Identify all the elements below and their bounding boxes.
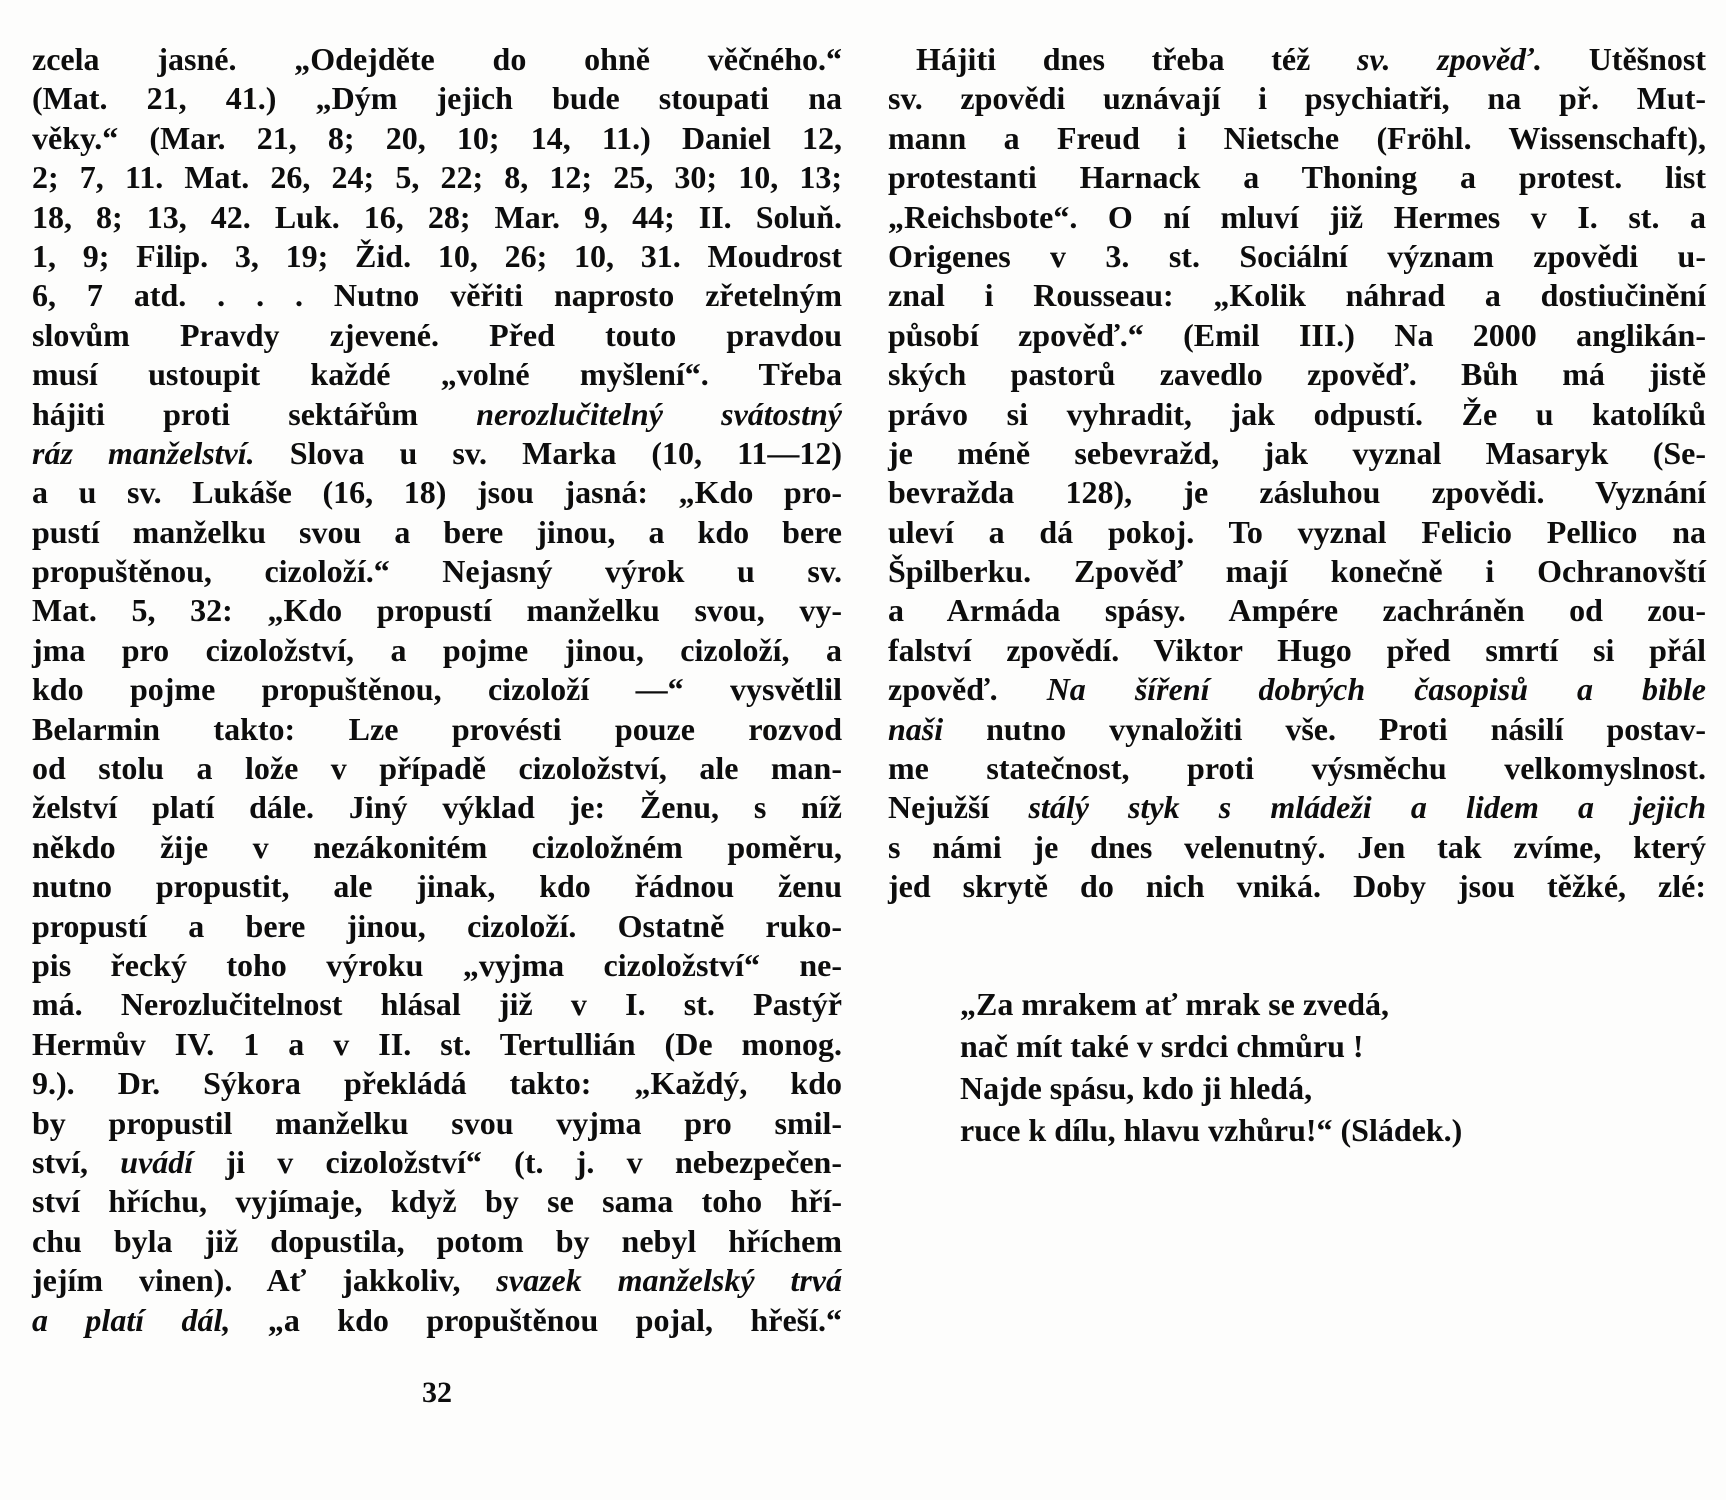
text-line — [960, 1025, 1706, 1067]
text-line — [32, 395, 842, 434]
text-line — [32, 473, 842, 512]
text-line — [960, 1067, 1706, 1109]
text-run: Origenes v 3. st. Sociální význam zpovědi u- — [888, 237, 1706, 274]
text-run: chu byla již dopustila, potom by nebyl hříchem — [32, 1222, 842, 1259]
text-run: zpověď. — [888, 671, 1047, 708]
text-run: jed skrytě do nich vniká. Doby jsou těžké, zlé: — [888, 868, 1706, 905]
text-line — [32, 788, 842, 827]
italic-text-run: svazek manželský trvá — [496, 1262, 843, 1299]
text-run: propuštěnou, cizoloží.“ Nejasný výrok u sv. — [32, 553, 842, 590]
text-run: 6, 7 atd. . . . Nutno věřiti naprosto zřetelným — [32, 277, 842, 314]
text-run: má. Nerozlučitelnost hlásal již v I. st. Pastýř — [32, 986, 842, 1023]
text-line — [32, 1025, 842, 1064]
text-run: nutno vynaložiti vše. Proti násilí postav- — [943, 710, 1706, 747]
text-line — [32, 1064, 842, 1103]
text-line — [32, 631, 842, 670]
text-line — [32, 198, 842, 237]
italic-text-run: naši — [888, 710, 944, 747]
text-run: „Za mrakem ať mrak se zvedá, — [960, 985, 1390, 1022]
text-run: jma pro cizoložství, a pojme jinou, cizoloží, a — [32, 631, 842, 668]
text-run: ství hříchu, vyjímaje, když by se sama toho hří- — [32, 1183, 842, 1220]
text-run: 2; 7, 11. Mat. 26, 24; 5, 22; 8, 12; 25, 30; 10, 13; — [32, 159, 842, 196]
text-run: 18, 8; 13, 42. Luk. 16, 28; Mar. 9, 44; II. Soluň. — [32, 198, 842, 235]
text-run: Belarmin takto: Lze provésti pouze rozvod — [32, 710, 842, 747]
text-line — [888, 79, 1706, 118]
text-run: uleví a dá pokoj. To vyznal Felicio Pellico na — [888, 513, 1706, 550]
text-line — [32, 119, 842, 158]
text-line — [888, 513, 1706, 552]
text-line — [32, 552, 842, 591]
text-line — [32, 158, 842, 197]
italic-text-run: ráz manželství. — [32, 434, 255, 471]
text-line — [32, 710, 842, 749]
text-run: propustí a bere jinou, cizoloží. Ostatně ruko- — [32, 907, 842, 944]
text-line — [32, 355, 842, 394]
text-line — [960, 983, 1706, 1025]
text-line — [888, 670, 1706, 709]
text-run: Špilberku. Zpověď mají konečně i Ochranovští — [888, 553, 1706, 590]
text-run: a Armáda spásy. Ampére zachráněn od zou- — [888, 592, 1706, 629]
text-line — [888, 434, 1706, 473]
text-line — [888, 395, 1706, 434]
text-run: právo si vyhradit, jak odpustí. Že u katolíků — [888, 395, 1706, 432]
text-line — [32, 237, 842, 276]
text-run: věky.“ (Mar. 21, 8; 20, 10; 14, 11.) Daniel 12, — [32, 119, 842, 156]
text-run: „a kdo propuštěnou pojal, hřeší.“ — [230, 1301, 843, 1338]
text-line — [888, 828, 1706, 867]
text-line — [32, 907, 842, 946]
column-right-text — [888, 40, 1706, 907]
text-run: a u sv. Lukáše (16, 18) jsou jasná: „Kdo pro- — [32, 474, 842, 511]
text-line — [32, 79, 842, 118]
text-line — [888, 473, 1706, 512]
text-run: 9.). Dr. Sýkora překládá takto: „Každý, kdo — [32, 1065, 842, 1102]
text-run: musí ustoupit každé „volné myšlení“. Třeba — [32, 356, 842, 393]
text-run: kdo pojme propuštěnou, cizoloží —“ vysvětlil — [32, 671, 842, 708]
text-line — [32, 985, 842, 1024]
text-run: jejím vinen). Ať jakkoliv, — [32, 1262, 497, 1299]
text-line — [32, 946, 842, 985]
text-run: někdo žije v nezákonitém cizoložném poměru, — [32, 828, 842, 865]
text-run: sv. zpovědi uznávají i psychiatři, na př. Mut- — [888, 80, 1706, 117]
text-run: by propustil manželku svou vyjma pro smil- — [32, 1104, 842, 1141]
text-line — [32, 1222, 842, 1261]
text-line — [888, 158, 1706, 197]
text-run: Utěšnost — [1541, 41, 1707, 77]
text-run: Mat. 5, 32: „Kdo propustí manželku svou, vy- — [32, 592, 842, 629]
text-line — [960, 1109, 1706, 1151]
text-run: je méně sebevražd, jak vyznal Masaryk (Se- — [888, 434, 1706, 471]
italic-text-run: uvádí — [120, 1143, 194, 1180]
text-run: znal i Rousseau: „Kolik náhrad a dostiučinění — [888, 277, 1706, 314]
text-line — [32, 749, 842, 788]
text-run: pustí manželku svou a bere jinou, a kdo bere — [32, 513, 842, 550]
text-line — [888, 40, 1706, 79]
text-line — [32, 1143, 842, 1182]
text-line — [32, 1301, 842, 1340]
text-run: ruce k dílu, hlavu vzhůru!“ (Sládek.) — [960, 1111, 1463, 1148]
text-run: protestanti Harnack a Thoning a protest. list — [888, 159, 1706, 196]
column-left — [32, 40, 842, 1340]
italic-text-run: nerozlučitelný svátostný — [476, 395, 842, 432]
italic-text-run: stálý styk s mládeži a lidem a jejich — [1028, 789, 1707, 826]
text-run: mann a Freud i Nietsche (Fröhl. Wissenschaft), — [888, 119, 1706, 156]
text-run: s námi je dnes velenutný. Jen tak zvíme, který — [888, 828, 1706, 865]
text-line — [888, 198, 1706, 237]
text-line — [888, 355, 1706, 394]
text-run: Slova u sv. Marka (10, 11—12) — [254, 434, 843, 471]
text-line — [888, 710, 1706, 749]
text-run: „Reichsbote“. O ní mluví již Hermes v I. st. a — [888, 198, 1706, 235]
text-run: hájiti proti sektářům — [32, 395, 477, 432]
text-run: me statečnost, proti výsměchu velkomyslnost. — [888, 750, 1706, 787]
text-line — [888, 591, 1706, 630]
text-line — [888, 788, 1706, 827]
text-run: pis řecký toho výroku „vyjma cizoložství“ ne- — [32, 946, 842, 983]
text-run: Hájiti dnes třeba též — [916, 41, 1357, 77]
text-run: zcela jasné. „Odejděte do ohně věčného.“ — [32, 41, 842, 77]
text-run: Najde spásu, kdo ji hledá, — [960, 1069, 1313, 1106]
text-run: nač mít také v srdci chmůru ! — [960, 1027, 1364, 1064]
italic-text-run: Na šíření dobrých časopisů a bible — [1046, 671, 1706, 708]
text-line — [888, 316, 1706, 355]
text-run: 1, 9; Filip. 3, 19; Žid. 10, 26; 10, 31. Moudrost — [32, 237, 842, 274]
text-run: falství zpovědí. Viktor Hugo před smrtí si přál — [888, 631, 1706, 668]
text-run: slovům Pravdy zjevené. Před touto pravdou — [32, 316, 842, 353]
text-line — [888, 552, 1706, 591]
text-run: bevražda 128), je zásluhou zpovědi. Vyznání — [888, 474, 1706, 511]
italic-text-run: a platí dál, — [32, 1301, 231, 1338]
text-line — [32, 1261, 842, 1300]
text-line — [888, 631, 1706, 670]
poem — [960, 983, 1706, 1151]
column-right — [888, 40, 1706, 1151]
text-line — [32, 434, 842, 473]
text-run: Nejužší — [888, 789, 1029, 826]
text-line — [32, 1182, 842, 1221]
text-line — [888, 237, 1706, 276]
text-line — [888, 276, 1706, 315]
text-line — [888, 749, 1706, 788]
text-run: (Mat. 21, 41.) „Dým jejich bude stoupati na — [32, 80, 842, 117]
text-run: nutno propustit, ale jinak, kdo řádnou ženu — [32, 868, 842, 905]
page-number: 32 — [422, 1376, 452, 1409]
text-line — [888, 119, 1706, 158]
text-line — [32, 591, 842, 630]
text-run: ji v cizoložství“ (t. j. v nebezpečen- — [193, 1143, 843, 1180]
text-line — [32, 828, 842, 867]
text-run: Hermův IV. 1 a v II. st. Tertullián (De monog. — [32, 1025, 842, 1062]
text-run: želství platí dále. Jiný výklad je: Ženu, s níž — [32, 789, 842, 826]
text-run: ských pastorů zavedlo zpověď. Bůh má jistě — [888, 356, 1706, 393]
text-run: od stolu a lože v případě cizoložství, ale man- — [32, 750, 842, 787]
text-line — [32, 1104, 842, 1143]
text-line — [32, 670, 842, 709]
text-line — [32, 276, 842, 315]
italic-text-run: sv. zpověď. — [1356, 41, 1542, 77]
text-line — [32, 40, 842, 79]
text-run: ství, — [32, 1143, 121, 1180]
text-line — [32, 867, 842, 906]
text-line — [32, 513, 842, 552]
text-line — [32, 316, 842, 355]
text-run: působí zpověď.“ (Emil III.) Na 2000 anglikán- — [888, 316, 1706, 353]
text-line — [888, 867, 1706, 906]
